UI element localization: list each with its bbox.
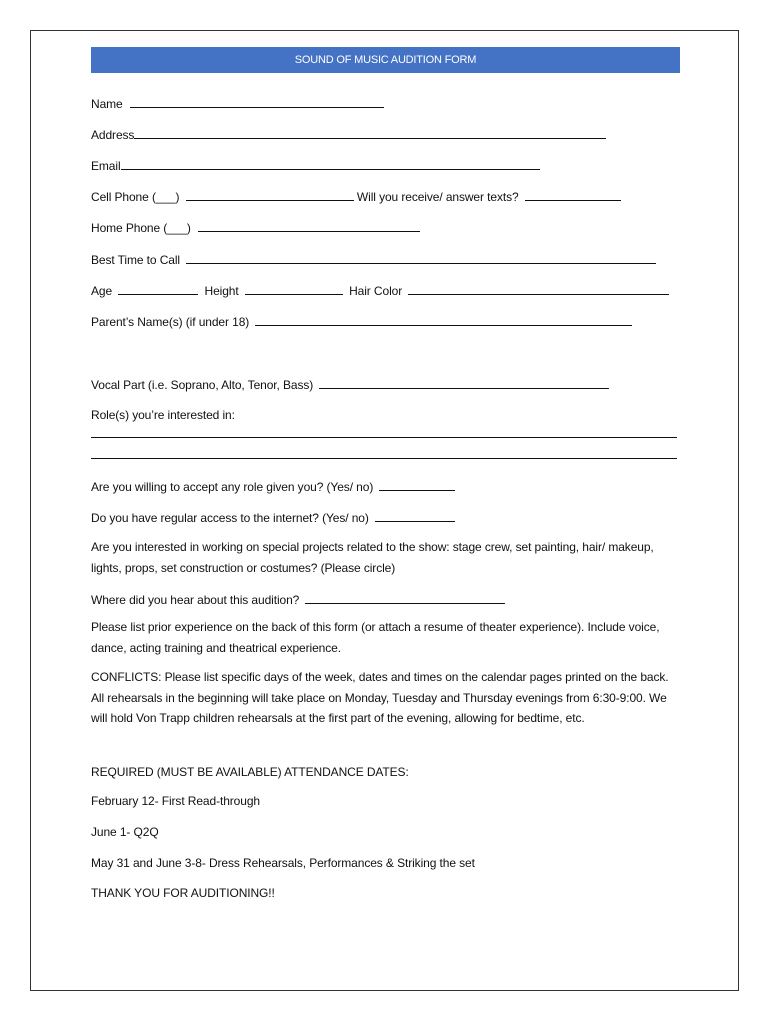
roles-row: [91, 408, 235, 422]
hair-color-field[interactable]: [408, 283, 669, 295]
hair-color-label: Hair Color: [349, 284, 403, 298]
parent-field[interactable]: [255, 314, 632, 326]
hear-about-label: Where did you hear about this audition?: [91, 593, 300, 607]
vocal-part-row: [91, 377, 609, 392]
date-1: February 12- First Read-through: [91, 794, 260, 808]
home-phone-label: Home Phone (___): [91, 221, 191, 235]
required-dates-heading: REQUIRED (MUST BE AVAILABLE) ATTENDANCE DATES:: [91, 765, 409, 779]
age-label: Age: [91, 284, 113, 298]
form-title: SOUND OF MUSIC AUDITION FORM: [294, 54, 477, 66]
special-projects-paragraph: Are you interested in working on special projects related to the show: stage crew, set painting, hair/ makeup, lights, props, set construction or costumes? (Please circle): [91, 540, 654, 575]
best-time-row: [91, 252, 656, 267]
accept-role-field[interactable]: [379, 479, 455, 491]
age-field[interactable]: [118, 283, 198, 295]
best-time-field[interactable]: [186, 252, 656, 264]
hear-about-field[interactable]: [305, 592, 505, 604]
vocal-part-field[interactable]: [319, 377, 609, 389]
address-label: Address: [91, 128, 135, 142]
age-height-hair-row: [91, 283, 669, 298]
texts-field[interactable]: [525, 189, 621, 201]
parent-label: Parent’s Name(s) (if under 18): [91, 315, 250, 329]
name-field[interactable]: [130, 96, 384, 108]
email-row: [91, 158, 540, 173]
roles-line-2[interactable]: [91, 458, 677, 459]
internet-field[interactable]: [375, 510, 455, 522]
texts-label: Will you receive/ answer texts?: [356, 190, 519, 204]
parent-row: [91, 314, 632, 329]
name-label: Name: [91, 97, 123, 111]
form-title-bar: [91, 47, 680, 73]
cell-phone-label: Cell Phone (___): [91, 190, 180, 204]
cell-phone-field[interactable]: [186, 189, 354, 201]
vocal-part-label: Vocal Part (i.e. Soprano, Alto, Tenor, Bass): [91, 378, 314, 392]
prior-experience-paragraph: Please list prior experience on the back of this form (or attach a resume of theater experience). Include voice, dance, acting training and theatrical experience.: [91, 620, 660, 655]
thank-you: THANK YOU FOR AUDITIONING!!: [91, 886, 275, 900]
date-3: May 31 and June 3-8- Dress Rehearsals, Performances & Striking the set: [91, 856, 475, 870]
roles-label: Role(s) you’re interested in:: [91, 408, 235, 422]
cell-phone-row: [91, 189, 621, 204]
home-phone-row: [91, 220, 420, 235]
roles-line-1[interactable]: [91, 437, 677, 438]
hear-about-row: [91, 592, 505, 607]
conflicts-paragraph: CONFLICTS: Please list specific days of the week, dates and times on the calendar pages printed on the back. All rehearsals in the beginning will take place on Monday, Tuesday and Thursday evenings from 6:30-9:00. We will hold Von Trapp children rehearsals at the first part of the evening, allowing for bedtime, etc.: [91, 670, 669, 725]
email-field[interactable]: [121, 158, 540, 170]
accept-role-row: [91, 479, 455, 494]
internet-label: Do you have regular access to the internet? (Yes/ no): [91, 511, 369, 525]
address-field[interactable]: [134, 127, 606, 139]
name-row: [91, 96, 384, 111]
home-phone-field[interactable]: [198, 220, 420, 232]
accept-role-label: Are you willing to accept any role given you? (Yes/ no): [91, 480, 374, 494]
date-2: June 1- Q2Q: [91, 825, 159, 839]
internet-row: [91, 510, 455, 525]
email-label: Email: [91, 159, 121, 173]
best-time-label: Best Time to Call: [91, 253, 180, 267]
height-field[interactable]: [245, 283, 343, 295]
address-row: [91, 127, 606, 142]
height-label: Height: [204, 284, 239, 298]
